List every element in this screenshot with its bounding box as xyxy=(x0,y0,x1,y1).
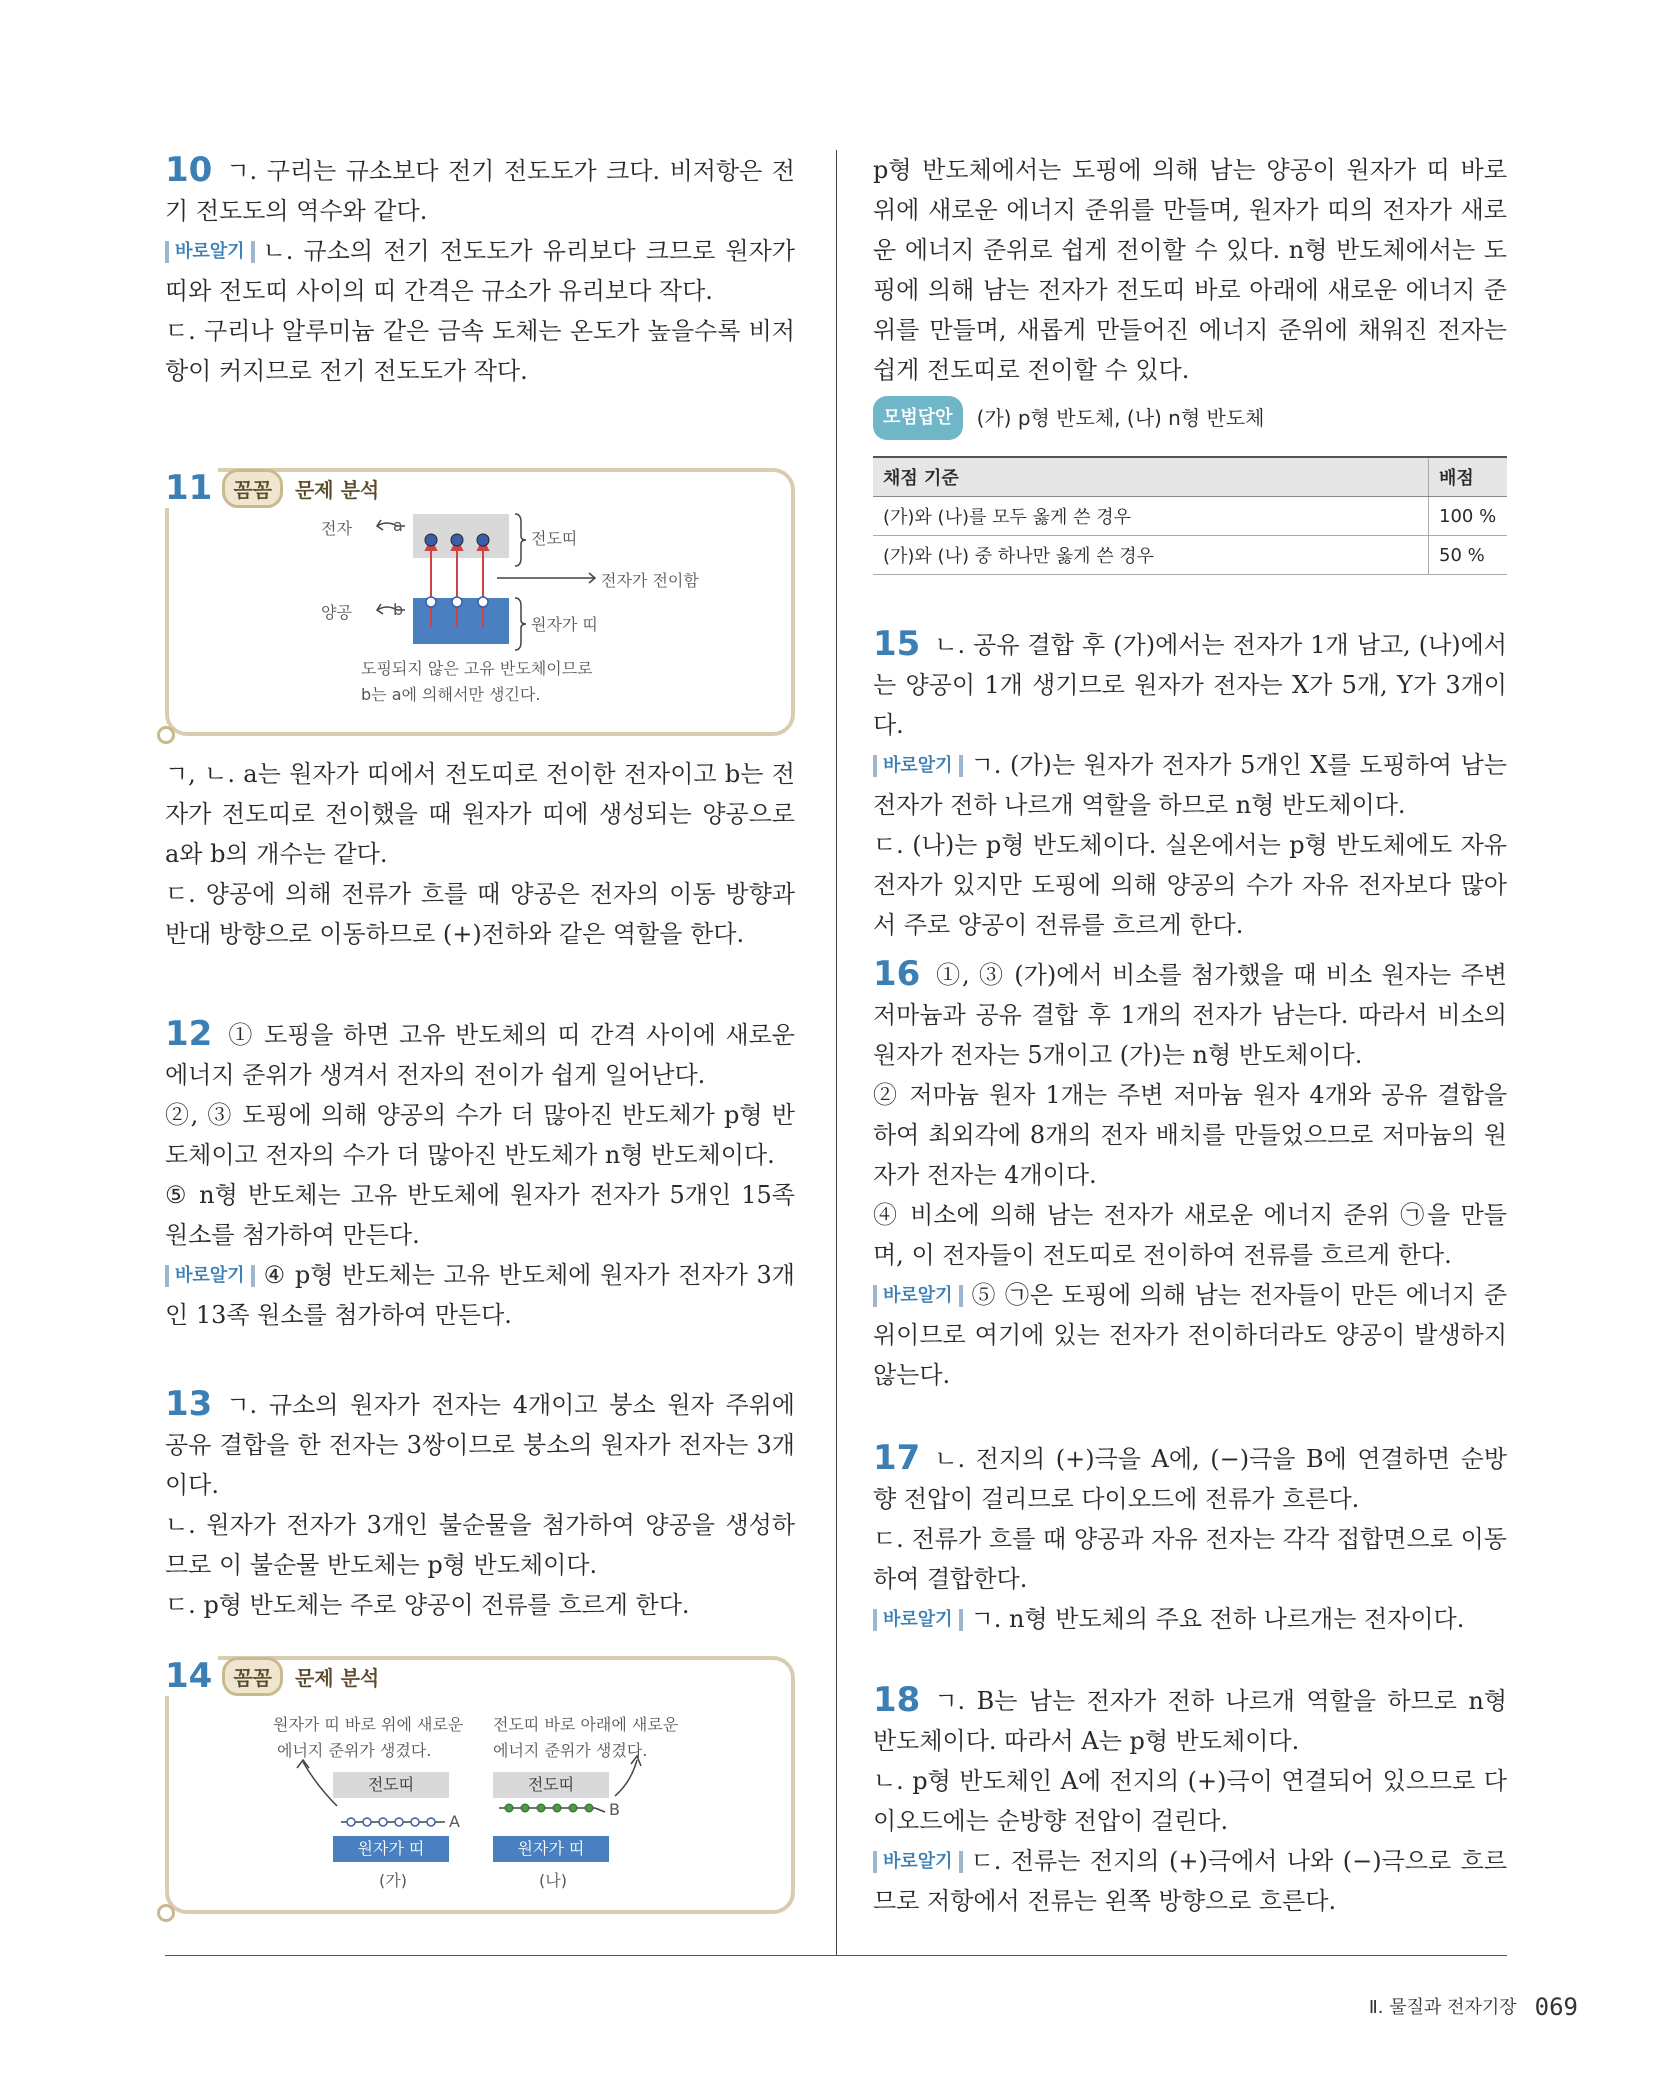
answer-16-line1: 16 ①, ③ (가)에서 비소를 첨가했을 때 비소 원자는 주변 저마늄과 공유 결합 후 1개의 전자가 남는다. 따라서 비소의 원자가 전자는 5개이고 (가)는 n형 반도체이다. xyxy=(873,954,1507,1069)
answer-16-line4: 바로알기 ⑤ ㉠은 도핑에 의해 남는 전자들이 만든 에너지 준위이므로 여기에 있는 전자가 전이하더라도 양공이 발생하지 않는다. xyxy=(873,1281,1507,1389)
note-na-1: 전도띠 바로 아래에 새로운 xyxy=(493,1715,679,1734)
correction-tag: 바로알기 xyxy=(873,755,963,777)
page-footer xyxy=(1369,1993,1578,2021)
question-number: 16 xyxy=(873,954,921,994)
analysis-title: 문제 분석 xyxy=(294,1665,380,1690)
hole-label: 양공 xyxy=(321,603,352,622)
note-na-2: 에너지 준위가 생겼다. xyxy=(493,1741,648,1760)
answer-18-line3: 바로알기 ㄷ. 전류는 전지의 (+)극에서 나와 (−)극으로 흐르므로 저항에서 전류는 왼쪽 방향으로 흐른다. xyxy=(873,1847,1507,1915)
question-number: 14 xyxy=(165,1656,218,1696)
page-number: 069 xyxy=(1534,1993,1578,2021)
answer-12-line3: ⑤ n형 반도체는 고유 반도체에 원자가 전자가 5개인 15족 원소를 첨가하여 만든다. xyxy=(165,1181,795,1249)
answer-13-line3: ㄷ. p형 반도체는 주로 양공이 전류를 흐르게 한다. xyxy=(165,1591,690,1619)
question-number: 11 xyxy=(165,468,218,508)
answer-11-line2: ㄷ. 양공에 의해 전류가 흐를 때 양공은 전자의 이동 방향과 반대 방향으로 이동하므로 (+)전하와 같은 역할을 한다. xyxy=(165,880,795,948)
band-diagram-14-levels xyxy=(165,1656,795,1914)
answer-10 xyxy=(165,150,795,391)
answer-11-line1: ㄱ, ㄴ. a는 원자가 띠에서 전도띠로 전이한 전자이고 b는 전자가 전도띠로 전이했을 때 원자가 띠에 생성되는 양공으로 a와 b의 개수는 같다. xyxy=(165,760,795,868)
question-number: 18 xyxy=(873,1680,921,1720)
answer-15 xyxy=(873,624,1507,945)
table-row xyxy=(873,497,1507,536)
answer-15-line2: 바로알기 ㄱ. (가)는 원자가 전자가 5개인 X를 도핑하여 남는 전자가 전하 나르개 역할을 하므로 n형 반도체이다. xyxy=(873,751,1507,819)
answer-17-line3: 바로알기 ㄱ. n형 반도체의 주요 전하 나르개는 전자이다. xyxy=(873,1599,1507,1639)
question-number: 15 xyxy=(873,624,921,664)
valence-band-na: 원자가 띠 xyxy=(493,1836,609,1862)
chapter-title: Ⅱ. 물질과 전자기장 xyxy=(1368,1997,1517,2018)
score-cell: 100 % xyxy=(1429,497,1508,536)
diagram-note-2: b는 a에 의해서만 생긴다. xyxy=(361,685,541,704)
header-score: 배점 xyxy=(1429,457,1508,497)
conduction-band-label: 전도띠 xyxy=(531,529,578,548)
criteria-cell: (가)와 (나)를 모두 옳게 쓴 경우 xyxy=(873,497,1429,536)
note-ga-2: 에너지 준위가 생겼다. xyxy=(277,1741,432,1760)
answer-11 xyxy=(165,754,795,954)
label-b: b xyxy=(393,600,404,619)
label-ga: (가) xyxy=(379,1871,407,1890)
answer-17 xyxy=(873,1438,1507,1639)
answer-12-line1: 12 ① 도핑을 하면 고유 반도체의 띠 간격 사이에 새로운 에너지 준위가 생겨서 전자의 전이가 쉽게 일어난다. xyxy=(165,1014,795,1089)
answer-18-line1: 18 ㄱ. B는 남는 전자가 전하 나르개 역할을 하므로 n형 반도체이다. 따라서 A는 p형 반도체이다. xyxy=(873,1680,1507,1755)
analysis-title: 문제 분석 xyxy=(294,477,380,502)
electron-label: 전자 xyxy=(321,519,352,538)
footer-rule xyxy=(165,1955,1507,1956)
answer-12-line4: 바로알기 ④ p형 반도체는 고유 반도체에 원자가 전자가 3개인 13족 원소를 첨가하여 만든다. xyxy=(165,1261,795,1329)
criteria-cell: (가)와 (나) 중 하나만 옳게 쓴 경우 xyxy=(873,536,1429,575)
band-diagram-14 xyxy=(165,1656,795,1914)
table-row xyxy=(873,536,1507,575)
answer-13-line1: 13 ㄱ. 규소의 원자가 전자는 4개이고 붕소 원자 주위에 공유 결합을 한 전자는 3쌍이므로 붕소의 원자가 전자는 3개이다. xyxy=(165,1384,795,1499)
note-ga-1: 원자가 띠 바로 위에 새로운 xyxy=(273,1715,464,1734)
score-cell: 50 % xyxy=(1429,536,1508,575)
level-label-a: A xyxy=(449,1812,460,1831)
kkomkkom-badge: 꼼꼼 xyxy=(222,469,283,508)
diagram-note-1: 도핑되지 않은 고유 반도체이므로 xyxy=(361,659,593,678)
table-header-row xyxy=(873,457,1507,497)
answer-17-line1: 17 ㄴ. 전지의 (+)극을 A에, (−)극을 B에 연결하면 순방향 전압이 걸리므로 다이오드에 전류가 흐른다. xyxy=(873,1438,1507,1513)
valence-band-label: 원자가 띠 xyxy=(531,615,598,634)
label-na: (나) xyxy=(539,1871,567,1890)
answer-15-line3: ㄷ. (나)는 p형 반도체이다. 실온에서는 p형 반도체에도 자유 전자가 있지만 도핑에 의해 양공의 수가 자유 전자보다 많아서 주로 양공이 전류를 흐르게 한다. xyxy=(873,831,1507,939)
answer-16-line3: ④ 비소에 의해 남는 전자가 새로운 에너지 준위 ㉠을 만들며, 이 전자들이 전도띠로 전이하여 전류를 흐르게 한다. xyxy=(873,1201,1507,1269)
correction-tag: 바로알기 xyxy=(873,1285,963,1307)
model-answer: 모범답안 (가) p형 반도체, (나) n형 반도체 xyxy=(873,396,1507,440)
question-number: 13 xyxy=(165,1384,213,1424)
answer-10-line1: 10 ㄱ. 구리는 규소보다 전기 전도도가 크다. 비저항은 전기 전도도의 역수와 같다. xyxy=(165,150,795,225)
level-label-b: B xyxy=(609,1800,620,1819)
header-criteria: 채점 기준 xyxy=(873,457,1429,497)
answer-10-line3: ㄷ. 구리나 알루미늄 같은 금속 도체는 온도가 높을수록 비저항이 커지므로 전기 전도도가 작다. xyxy=(165,317,795,385)
answer-18 xyxy=(873,1680,1507,1921)
question-number: 12 xyxy=(165,1014,213,1054)
answer-17-line2: ㄷ. 전류가 흐를 때 양공과 자유 전자는 각각 접합면으로 이동하여 결합한다. xyxy=(873,1525,1507,1593)
answer-13-line2: ㄴ. 원자가 전자가 3개인 불순물을 첨가하여 양공을 생성하므로 이 불순물 반도체는 p형 반도체이다. xyxy=(165,1511,795,1579)
correction-tag: 바로알기 xyxy=(165,1265,255,1287)
valence-band-ga: 원자가 띠 xyxy=(333,1836,449,1862)
correction-tag: 바로알기 xyxy=(873,1609,963,1631)
question-number: 17 xyxy=(873,1438,921,1478)
scoring-table xyxy=(873,456,1507,575)
conduction-band-ga: 전도띠 xyxy=(333,1772,449,1798)
question-number: 10 xyxy=(165,150,213,190)
label-a: a xyxy=(393,516,403,535)
model-answer-badge: 모범답안 xyxy=(873,396,963,440)
band-diagram-11 xyxy=(165,468,795,736)
transition-label: 전자가 전이함 xyxy=(601,571,699,590)
answer-16-line2: ② 저마늄 원자 1개는 주변 저마늄 원자 4개와 공유 결합을 하여 최외각에 8개의 전자 배치를 만들었으므로 저마늄의 원자가 전자는 4개이다. xyxy=(873,1081,1507,1189)
answer-12 xyxy=(165,1014,795,1335)
answer-14 xyxy=(873,150,1507,440)
conduction-band-na: 전도띠 xyxy=(493,1772,609,1798)
answer-15-line1: 15 ㄴ. 공유 결합 후 (가)에서는 전자가 1개 남고, (나)에서는 양공이 1개 생기므로 원자가 전자는 X가 5개, Y가 3개이다. xyxy=(873,624,1507,739)
answer-16 xyxy=(873,954,1507,1395)
answer-13 xyxy=(165,1384,795,1625)
column-divider xyxy=(836,150,837,1955)
correction-tag: 바로알기 xyxy=(873,1851,963,1873)
answer-12-line2: ②, ③ 도핑에 의해 양공의 수가 더 많아진 반도체가 p형 반도체이고 전자의 수가 더 많아진 반도체가 n형 반도체이다. xyxy=(165,1101,795,1169)
answer-10-line2: 바로알기 ㄴ. 규소의 전기 전도도가 유리보다 크므로 원자가 띠와 전도띠 사이의 띠 간격은 규소가 유리보다 작다. xyxy=(165,237,795,305)
answer-14-explanation: p형 반도체에서는 도핑에 의해 남는 양공이 원자가 띠 바로 위에 새로운 에너지 준위를 만들며, 원자가 띠의 전자가 새로운 에너지 준위로 쉽게 전이할 수 있다. n형 반도체에서는 도핑에 의해 남는 전자가 전도띠 바로 아래에 새로운 에너지 준위를 만들며, 새롭게 만들어진 에너지 준위에 채워진 전자는 쉽게 전도띠로 전이할 수 있다. xyxy=(873,156,1507,384)
correction-tag: 바로알기 xyxy=(165,241,255,263)
kkomkkom-badge: 꼼꼼 xyxy=(222,1657,283,1696)
answer-18-line2: ㄴ. p형 반도체인 A에 전지의 (+)극이 연결되어 있으므로 다이오드에는 순방향 전압이 걸린다. xyxy=(873,1767,1507,1835)
